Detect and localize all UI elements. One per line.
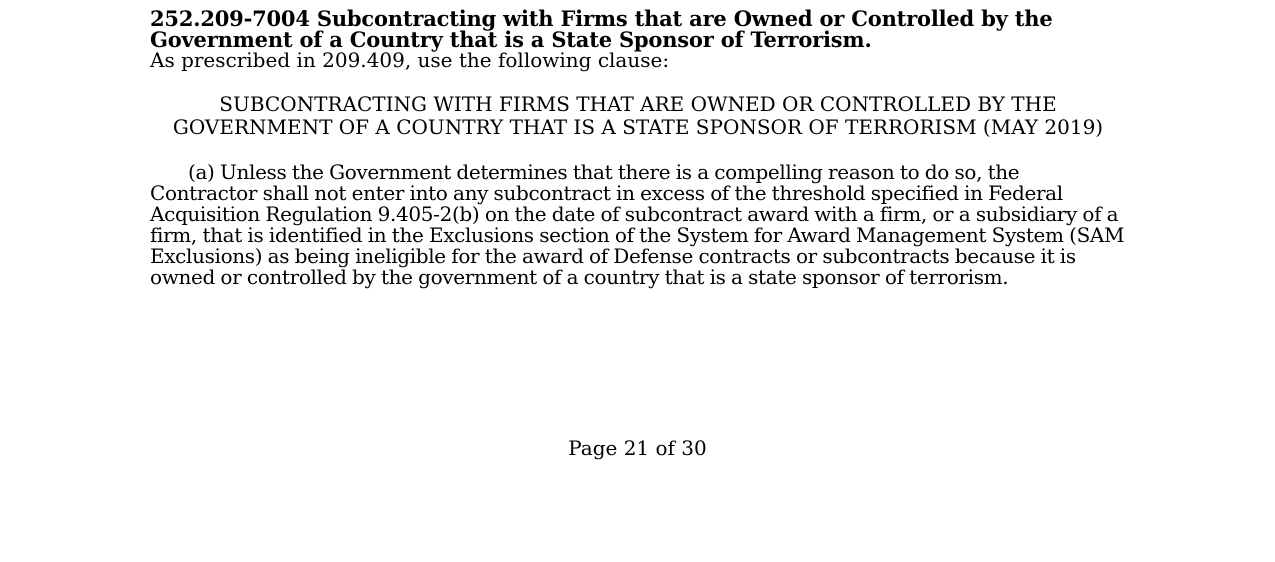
prescription-text: As prescribed in 209.409, use the following clause: (150, 48, 670, 72)
clause-title: SUBCONTRACTING WITH FIRMS THAT ARE OWNED OR CONTROLLED BY THE GOVERNMENT OF A COUNTRY THAT IS A STATE SPONSOR OF TERRORISM (MAY 2019) (172, 92, 1104, 139)
clause-heading-line-1: 252.209-7004 Subcontracting with Firms that are Owned or Controlled by the (150, 6, 1053, 31)
document-body (150, 8, 1130, 288)
paragraph-a: (a) Unless the Government determines that there is a compelling reason to do so, the Contractor shall not enter into any subcontract in excess of the threshold specified in Federal Acquisition Regulation 9.405-2(b) on the date of subcontract award with a firm, or a subsidiary of a firm, that is identified in the Exclusions section of the System for Award Management System (SAM Exclusions) as being ineligible for the award of Defense contracts or subcontracts because it is owned or controlled by the government of a country that is a state sponsor of terrorism. (150, 160, 1125, 289)
clause-heading-line-2: Government of a Country that is a State Sponsor of Terrorism. (150, 27, 872, 52)
page-number: Page 21 of 30 (568, 436, 707, 460)
clause-heading (150, 8, 1130, 50)
